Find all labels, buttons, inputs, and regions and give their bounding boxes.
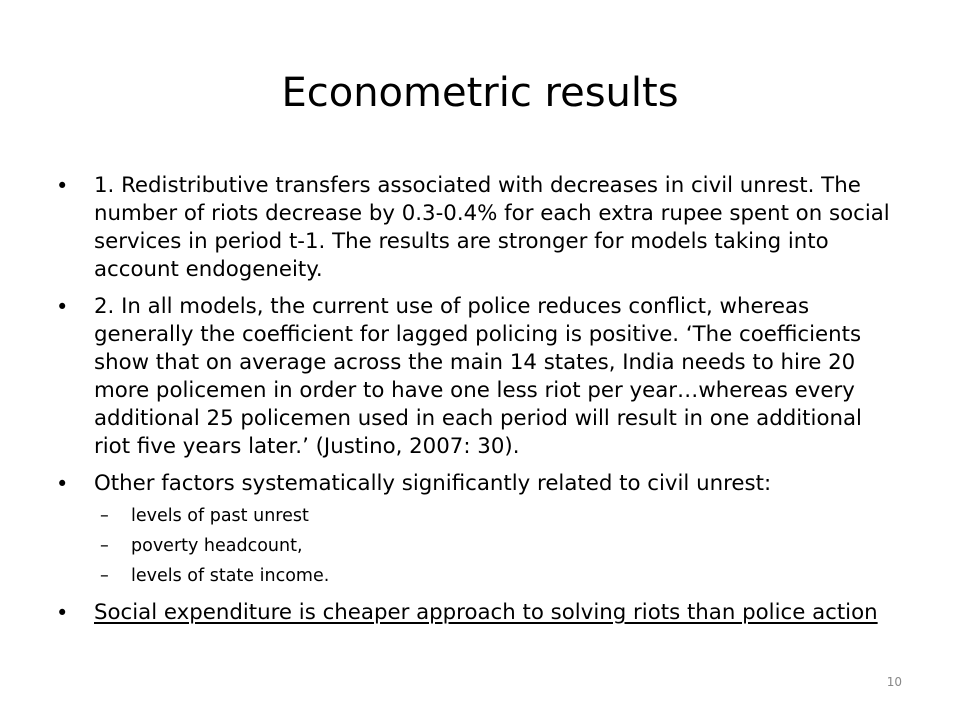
factor-sublist	[56, 505, 900, 587]
dash-icon: –	[100, 506, 109, 526]
bullet-icon: •	[56, 295, 69, 319]
dash-icon: –	[100, 566, 109, 586]
subitem-text: levels of state income.	[131, 566, 330, 586]
bullet-item-2	[56, 293, 900, 461]
bullet-icon: •	[56, 174, 69, 198]
bullet-text: 1. Redistributive transfers associated with decreases in civil unrest. The number of riots decrease by 0.3-0.4% for each extra rupee spent on social services in period t-1. The results are stronger for models taking into account endogeneity.	[94, 173, 890, 282]
bullet-text: 2. In all models, the current use of police reduces conflict, whereas generally the coefficient for lagged policing is positive. ‘The coefficients show that on average across the main 14 states, India needs to hire 20 more policemen in order to have one less riot per year…whereas every additional 25 policemen used in each period will result in one additional riot five years later.’ (Justino, 2007: 30).	[94, 294, 862, 459]
dash-icon: –	[100, 536, 109, 556]
subitem-past-unrest	[56, 505, 900, 527]
bullet-item-4	[56, 599, 900, 627]
bullet-text-conclusion: Social expenditure is cheaper approach to solving riots than police action	[94, 600, 878, 625]
subitem-state-income	[56, 565, 900, 587]
subitem-poverty-headcount	[56, 535, 900, 557]
bullet-item-3	[56, 470, 900, 498]
slide-title: Econometric results	[281, 70, 679, 116]
bullet-icon: •	[56, 472, 69, 496]
bullet-icon: •	[56, 601, 69, 625]
bullet-item-1	[56, 172, 900, 284]
subitem-text: levels of past unrest	[131, 506, 309, 526]
bullet-text: Other factors systematically significantly related to civil unrest:	[94, 471, 772, 496]
slide-body	[56, 172, 900, 636]
subitem-text: poverty headcount,	[131, 536, 303, 556]
slide-page-number: 10	[886, 675, 902, 689]
